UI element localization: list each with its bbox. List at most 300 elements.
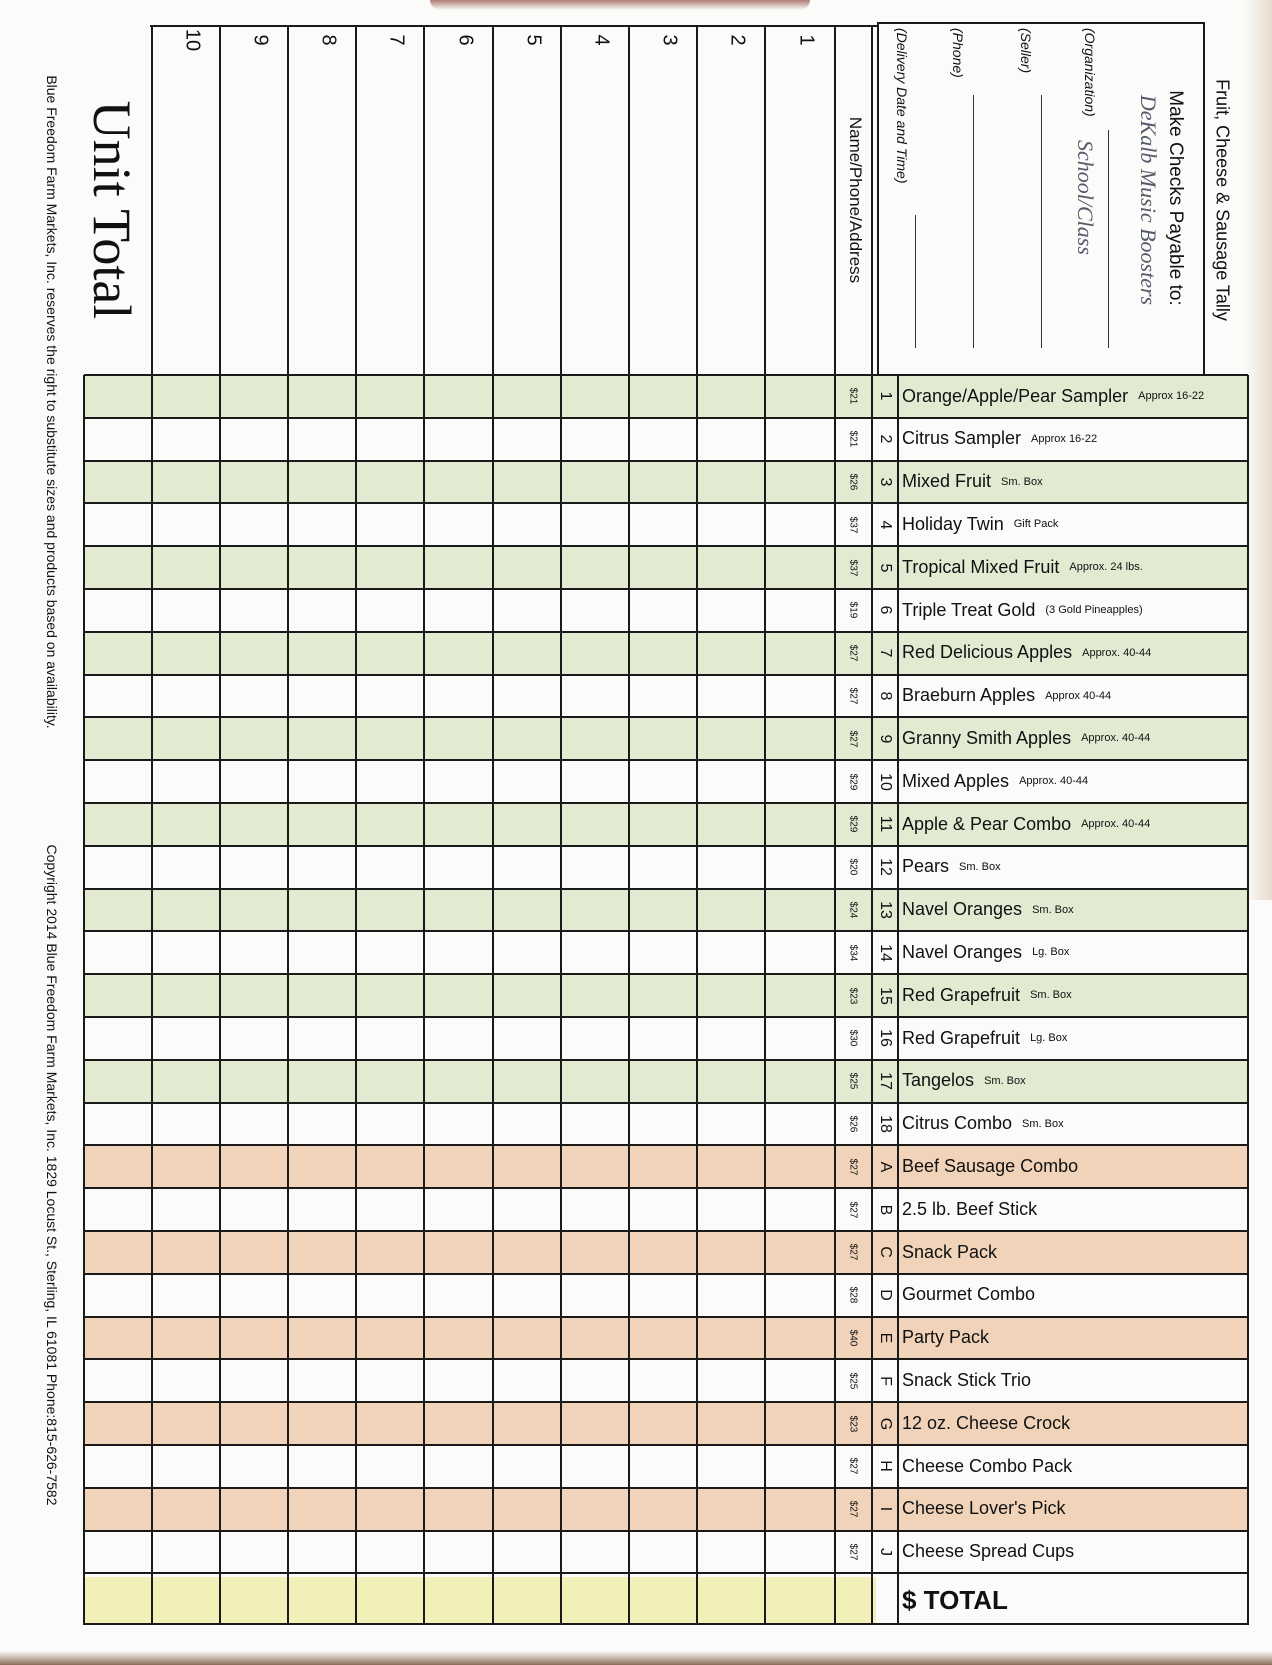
order-cell[interactable] [220, 503, 288, 546]
order-cell[interactable] [424, 846, 493, 889]
order-cell[interactable] [84, 375, 152, 418]
order-cell[interactable] [697, 931, 765, 974]
order-cell[interactable] [629, 803, 697, 846]
order-cell[interactable] [493, 1317, 561, 1360]
order-cell[interactable] [561, 589, 629, 632]
order-cell[interactable] [356, 632, 424, 675]
order-cell[interactable] [84, 717, 152, 760]
order-cell[interactable] [765, 931, 835, 974]
organization-line[interactable] [1108, 130, 1109, 348]
order-cell[interactable] [424, 632, 493, 675]
order-cell[interactable] [84, 1060, 152, 1103]
order-cell[interactable] [356, 375, 424, 418]
order-cell[interactable] [424, 931, 493, 974]
order-cell[interactable] [152, 375, 220, 418]
order-cell[interactable] [220, 803, 288, 846]
order-cell[interactable] [220, 546, 288, 589]
order-cell[interactable] [152, 717, 220, 760]
order-cell[interactable] [697, 503, 765, 546]
order-cell[interactable] [152, 632, 220, 675]
order-cell[interactable] [697, 974, 765, 1017]
order-cell[interactable] [220, 1445, 288, 1488]
order-cell[interactable] [629, 1188, 697, 1231]
order-cell[interactable] [629, 760, 697, 803]
order-cell[interactable] [629, 846, 697, 889]
order-cell[interactable] [424, 461, 493, 504]
order-cell[interactable] [152, 931, 220, 974]
order-cell[interactable] [84, 1488, 152, 1531]
order-cell[interactable] [629, 974, 697, 1017]
order-cell[interactable] [220, 974, 288, 1017]
order-cell[interactable] [288, 760, 356, 803]
order-cell[interactable] [765, 589, 835, 632]
order-cell[interactable] [288, 803, 356, 846]
order-cell[interactable] [561, 1531, 629, 1574]
order-cell[interactable] [288, 1103, 356, 1146]
order-cell[interactable] [152, 1231, 220, 1274]
order-cell[interactable] [561, 974, 629, 1017]
order-cell[interactable] [424, 503, 493, 546]
order-cell[interactable] [629, 503, 697, 546]
order-cell[interactable] [629, 461, 697, 504]
order-cell[interactable] [152, 974, 220, 1017]
order-cell[interactable] [765, 1274, 835, 1317]
customer-info-cell[interactable] [152, 27, 220, 373]
order-cell[interactable] [84, 1531, 152, 1574]
customer-info-cell[interactable] [220, 27, 288, 373]
order-cell[interactable] [765, 1531, 835, 1574]
order-cell[interactable] [152, 1103, 220, 1146]
order-cell[interactable] [561, 1017, 629, 1060]
order-cell[interactable] [493, 717, 561, 760]
order-cell[interactable] [424, 1188, 493, 1231]
order-cell[interactable] [152, 1488, 220, 1531]
order-cell[interactable] [288, 546, 356, 589]
order-cell[interactable] [561, 1488, 629, 1531]
order-cell[interactable] [697, 418, 765, 461]
order-cell[interactable] [288, 974, 356, 1017]
order-cell[interactable] [493, 375, 561, 418]
order-cell[interactable] [493, 846, 561, 889]
order-cell[interactable] [220, 1531, 288, 1574]
order-cell[interactable] [356, 1103, 424, 1146]
order-cell[interactable] [152, 846, 220, 889]
order-cell[interactable] [493, 760, 561, 803]
order-cell[interactable] [629, 1402, 697, 1445]
order-cell[interactable] [220, 1402, 288, 1445]
order-cell[interactable] [152, 1317, 220, 1360]
order-cell[interactable] [220, 1488, 288, 1531]
order-cell[interactable] [561, 931, 629, 974]
order-cell[interactable] [765, 1017, 835, 1060]
order-cell[interactable] [424, 1445, 493, 1488]
order-cell[interactable] [493, 1145, 561, 1188]
order-cell[interactable] [629, 1145, 697, 1188]
order-cell[interactable] [697, 1145, 765, 1188]
order-cell[interactable] [493, 1488, 561, 1531]
order-cell[interactable] [152, 589, 220, 632]
order-cell[interactable] [493, 1445, 561, 1488]
order-cell[interactable] [152, 418, 220, 461]
order-cell[interactable] [288, 846, 356, 889]
order-cell[interactable] [629, 889, 697, 932]
order-cell[interactable] [765, 1317, 835, 1360]
order-cell[interactable] [288, 931, 356, 974]
order-cell[interactable] [356, 1145, 424, 1188]
order-cell[interactable] [356, 889, 424, 932]
order-cell[interactable] [765, 1359, 835, 1402]
order-cell[interactable] [697, 1317, 765, 1360]
order-cell[interactable] [356, 1274, 424, 1317]
order-cell[interactable] [356, 974, 424, 1017]
order-cell[interactable] [561, 1359, 629, 1402]
order-cell[interactable] [629, 589, 697, 632]
order-cell[interactable] [424, 1017, 493, 1060]
order-cell[interactable] [152, 503, 220, 546]
order-cell[interactable] [220, 1188, 288, 1231]
order-cell[interactable] [84, 418, 152, 461]
order-cell[interactable] [288, 1359, 356, 1402]
order-cell[interactable] [152, 1359, 220, 1402]
order-cell[interactable] [629, 1445, 697, 1488]
order-cell[interactable] [561, 1274, 629, 1317]
order-cell[interactable] [84, 1017, 152, 1060]
order-cell[interactable] [561, 1060, 629, 1103]
order-cell[interactable] [629, 1103, 697, 1146]
order-cell[interactable] [288, 461, 356, 504]
order-cell[interactable] [561, 760, 629, 803]
order-cell[interactable] [288, 1145, 356, 1188]
order-cell[interactable] [356, 675, 424, 718]
order-cell[interactable] [356, 1531, 424, 1574]
order-cell[interactable] [629, 1488, 697, 1531]
order-cell[interactable] [697, 1445, 765, 1488]
order-cell[interactable] [424, 1402, 493, 1445]
order-cell[interactable] [697, 846, 765, 889]
customer-info-cell[interactable] [356, 27, 424, 373]
order-cell[interactable] [220, 632, 288, 675]
order-cell[interactable] [765, 717, 835, 760]
order-cell[interactable] [84, 974, 152, 1017]
order-cell[interactable] [561, 1317, 629, 1360]
order-cell[interactable] [220, 717, 288, 760]
order-cell[interactable] [220, 846, 288, 889]
order-cell[interactable] [288, 1531, 356, 1574]
order-cell[interactable] [288, 418, 356, 461]
order-cell[interactable] [424, 1274, 493, 1317]
order-cell[interactable] [424, 1145, 493, 1188]
order-cell[interactable] [356, 461, 424, 504]
order-cell[interactable] [561, 803, 629, 846]
order-cell[interactable] [84, 675, 152, 718]
order-cell[interactable] [356, 803, 424, 846]
order-cell[interactable] [356, 1188, 424, 1231]
order-cell[interactable] [152, 1274, 220, 1317]
order-cell[interactable] [765, 675, 835, 718]
order-cell[interactable] [84, 1274, 152, 1317]
customer-info-cell[interactable] [561, 27, 629, 373]
order-cell[interactable] [697, 546, 765, 589]
order-cell[interactable] [84, 846, 152, 889]
order-cell[interactable] [629, 931, 697, 974]
order-cell[interactable] [493, 1188, 561, 1231]
order-cell[interactable] [356, 546, 424, 589]
order-cell[interactable] [561, 418, 629, 461]
order-cell[interactable] [220, 1103, 288, 1146]
order-cell[interactable] [629, 717, 697, 760]
order-cell[interactable] [424, 589, 493, 632]
order-cell[interactable] [84, 1103, 152, 1146]
order-cell[interactable] [493, 1103, 561, 1146]
order-cell[interactable] [424, 675, 493, 718]
order-cell[interactable] [356, 503, 424, 546]
order-cell[interactable] [356, 418, 424, 461]
order-cell[interactable] [765, 889, 835, 932]
order-cell[interactable] [493, 1060, 561, 1103]
order-cell[interactable] [697, 1274, 765, 1317]
order-cell[interactable] [84, 1402, 152, 1445]
order-cell[interactable] [697, 717, 765, 760]
order-cell[interactable] [152, 1402, 220, 1445]
order-cell[interactable] [629, 418, 697, 461]
customer-info-cell[interactable] [288, 27, 356, 373]
order-cell[interactable] [561, 889, 629, 932]
order-cell[interactable] [493, 632, 561, 675]
order-cell[interactable] [288, 375, 356, 418]
order-cell[interactable] [561, 675, 629, 718]
order-cell[interactable] [356, 1060, 424, 1103]
order-cell[interactable] [288, 589, 356, 632]
order-cell[interactable] [356, 846, 424, 889]
seller-line[interactable] [1041, 95, 1042, 348]
order-cell[interactable] [765, 1060, 835, 1103]
order-cell[interactable] [84, 760, 152, 803]
order-cell[interactable] [424, 1531, 493, 1574]
order-cell[interactable] [629, 546, 697, 589]
order-cell[interactable] [561, 503, 629, 546]
order-cell[interactable] [356, 1231, 424, 1274]
order-cell[interactable] [220, 1017, 288, 1060]
order-cell[interactable] [288, 675, 356, 718]
order-cell[interactable] [288, 1017, 356, 1060]
order-cell[interactable] [356, 1402, 424, 1445]
order-cell[interactable] [493, 589, 561, 632]
order-cell[interactable] [561, 1103, 629, 1146]
order-cell[interactable] [84, 546, 152, 589]
order-cell[interactable] [765, 375, 835, 418]
order-cell[interactable] [629, 675, 697, 718]
order-cell[interactable] [765, 1402, 835, 1445]
order-cell[interactable] [697, 1402, 765, 1445]
order-cell[interactable] [424, 717, 493, 760]
order-cell[interactable] [424, 375, 493, 418]
order-cell[interactable] [288, 632, 356, 675]
order-cell[interactable] [424, 760, 493, 803]
order-cell[interactable] [220, 1145, 288, 1188]
order-cell[interactable] [561, 1445, 629, 1488]
order-cell[interactable] [152, 1188, 220, 1231]
order-cell[interactable] [356, 589, 424, 632]
order-cell[interactable] [84, 461, 152, 504]
order-cell[interactable] [152, 1017, 220, 1060]
order-cell[interactable] [765, 1103, 835, 1146]
order-cell[interactable] [561, 375, 629, 418]
order-cell[interactable] [288, 1317, 356, 1360]
order-cell[interactable] [220, 589, 288, 632]
order-cell[interactable] [424, 418, 493, 461]
order-cell[interactable] [493, 974, 561, 1017]
order-cell[interactable] [424, 1359, 493, 1402]
order-cell[interactable] [356, 1017, 424, 1060]
order-cell[interactable] [561, 846, 629, 889]
order-cell[interactable] [84, 803, 152, 846]
order-cell[interactable] [493, 1402, 561, 1445]
order-cell[interactable] [561, 717, 629, 760]
order-cell[interactable] [424, 1488, 493, 1531]
order-cell[interactable] [220, 1060, 288, 1103]
order-cell[interactable] [424, 974, 493, 1017]
order-cell[interactable] [765, 1145, 835, 1188]
order-cell[interactable] [765, 1231, 835, 1274]
order-cell[interactable] [356, 760, 424, 803]
order-cell[interactable] [697, 1017, 765, 1060]
order-cell[interactable] [629, 632, 697, 675]
order-cell[interactable] [765, 846, 835, 889]
order-cell[interactable] [493, 503, 561, 546]
order-cell[interactable] [561, 1145, 629, 1188]
order-cell[interactable] [152, 889, 220, 932]
order-cell[interactable] [697, 675, 765, 718]
order-cell[interactable] [493, 931, 561, 974]
order-cell[interactable] [765, 803, 835, 846]
order-cell[interactable] [561, 632, 629, 675]
order-cell[interactable] [493, 803, 561, 846]
order-cell[interactable] [356, 1359, 424, 1402]
order-cell[interactable] [288, 717, 356, 760]
order-cell[interactable] [84, 1231, 152, 1274]
order-cell[interactable] [629, 1359, 697, 1402]
order-cell[interactable] [493, 1531, 561, 1574]
order-cell[interactable] [152, 1060, 220, 1103]
order-cell[interactable] [220, 461, 288, 504]
order-cell[interactable] [765, 503, 835, 546]
order-cell[interactable] [152, 675, 220, 718]
order-cell[interactable] [288, 1188, 356, 1231]
order-cell[interactable] [629, 1317, 697, 1360]
order-cell[interactable] [356, 1445, 424, 1488]
order-cell[interactable] [288, 1231, 356, 1274]
order-cell[interactable] [493, 546, 561, 589]
order-cell[interactable] [697, 1060, 765, 1103]
order-cell[interactable] [493, 418, 561, 461]
order-cell[interactable] [84, 1188, 152, 1231]
customer-info-cell[interactable] [424, 27, 493, 373]
order-cell[interactable] [356, 717, 424, 760]
order-cell[interactable] [629, 1017, 697, 1060]
order-cell[interactable] [697, 461, 765, 504]
order-cell[interactable] [697, 1531, 765, 1574]
order-cell[interactable] [424, 1060, 493, 1103]
delivery-line[interactable] [915, 215, 916, 348]
order-cell[interactable] [629, 1531, 697, 1574]
order-cell[interactable] [288, 503, 356, 546]
order-cell[interactable] [697, 889, 765, 932]
order-cell[interactable] [84, 889, 152, 932]
order-cell[interactable] [152, 1531, 220, 1574]
order-cell[interactable] [288, 1274, 356, 1317]
order-cell[interactable] [561, 546, 629, 589]
order-cell[interactable] [765, 461, 835, 504]
order-cell[interactable] [288, 889, 356, 932]
order-cell[interactable] [84, 503, 152, 546]
order-cell[interactable] [288, 1060, 356, 1103]
order-cell[interactable] [152, 461, 220, 504]
order-cell[interactable] [356, 1317, 424, 1360]
order-cell[interactable] [152, 546, 220, 589]
order-cell[interactable] [356, 1488, 424, 1531]
order-cell[interactable] [765, 1445, 835, 1488]
order-cell[interactable] [697, 803, 765, 846]
order-cell[interactable] [220, 1317, 288, 1360]
order-cell[interactable] [152, 760, 220, 803]
order-cell[interactable] [765, 1488, 835, 1531]
order-cell[interactable] [697, 589, 765, 632]
order-cell[interactable] [697, 760, 765, 803]
order-cell[interactable] [424, 1231, 493, 1274]
order-cell[interactable] [152, 1445, 220, 1488]
order-cell[interactable] [697, 1359, 765, 1402]
order-cell[interactable] [629, 1060, 697, 1103]
order-cell[interactable] [697, 1231, 765, 1274]
order-cell[interactable] [765, 1188, 835, 1231]
order-cell[interactable] [288, 1488, 356, 1531]
order-cell[interactable] [493, 889, 561, 932]
order-cell[interactable] [493, 675, 561, 718]
order-cell[interactable] [84, 589, 152, 632]
order-cell[interactable] [424, 1103, 493, 1146]
order-cell[interactable] [220, 1274, 288, 1317]
order-cell[interactable] [765, 418, 835, 461]
order-cell[interactable] [356, 931, 424, 974]
customer-info-cell[interactable] [697, 27, 765, 373]
order-cell[interactable] [765, 760, 835, 803]
order-cell[interactable] [561, 1231, 629, 1274]
order-cell[interactable] [493, 461, 561, 504]
order-cell[interactable] [84, 632, 152, 675]
order-cell[interactable] [765, 546, 835, 589]
order-cell[interactable] [424, 546, 493, 589]
order-cell[interactable] [697, 375, 765, 418]
order-cell[interactable] [424, 1317, 493, 1360]
order-cell[interactable] [152, 1145, 220, 1188]
order-cell[interactable] [84, 931, 152, 974]
order-cell[interactable] [152, 803, 220, 846]
order-cell[interactable] [288, 1402, 356, 1445]
order-cell[interactable] [697, 1103, 765, 1146]
order-cell[interactable] [220, 889, 288, 932]
order-cell[interactable] [561, 461, 629, 504]
order-cell[interactable] [629, 1274, 697, 1317]
order-cell[interactable] [220, 1231, 288, 1274]
order-cell[interactable] [288, 1445, 356, 1488]
customer-info-cell[interactable] [765, 27, 835, 373]
order-cell[interactable] [220, 931, 288, 974]
order-cell[interactable] [220, 418, 288, 461]
phone-line[interactable] [973, 95, 974, 348]
order-cell[interactable] [84, 1359, 152, 1402]
order-cell[interactable] [84, 1317, 152, 1360]
order-cell[interactable] [765, 632, 835, 675]
